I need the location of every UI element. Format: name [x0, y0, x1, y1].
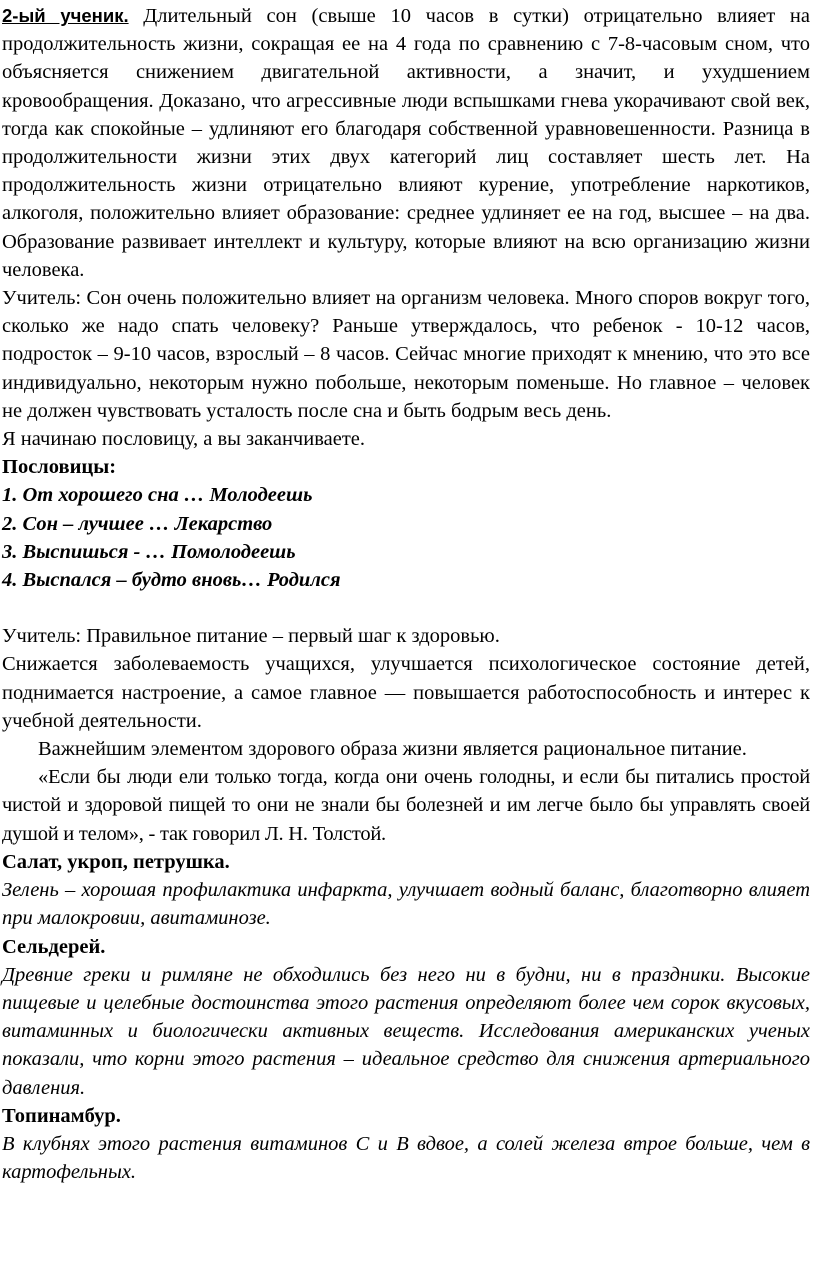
plant-description: В клубнях этого растения витаминов С и В вдвое, а солей железа втрое больше, чем в картофельных. [2, 1132, 810, 1184]
proverbs-heading: Пословицы: [2, 456, 117, 479]
proverb-item: 1. От хорошего сна … Молодеешь [2, 484, 313, 507]
proverb-item: 4. Выспался – будто вновь… Родился [2, 569, 341, 592]
tolstoy-quote: «Если бы люди ели только тогда, когда они очень голодны, и если бы питались простой чистой и здоровой пищей то они не знали бы болезней и им легче было бы управлять своей душой и телом», - так говорил Л. Н. Толстой. [2, 766, 810, 845]
plant-heading: Салат, укроп, петрушка. [2, 850, 230, 873]
plant-heading: Топинамбур. [2, 1104, 121, 1127]
proverb-item: 3. Выспишься - … Помолодеешь [2, 540, 296, 563]
student-label: 2-ый ученик. [2, 5, 129, 26]
proverb-item: 2. Сон – лучшее … Лекарство [2, 512, 273, 535]
blank-line [2, 594, 810, 622]
benefits-paragraph: Снижается заболеваемость учащихся, улучшается психологическое состояние детей, поднимается настроение, а самое главное — повышается работоспособность и интерес к учебной деятельности. [2, 653, 810, 732]
important-paragraph: Важнейшим элементом здорового образа жизни является рациональное питание. [38, 738, 747, 761]
teacher-nutrition: Учитель: Правильное питание – первый шаг к здоровью. [2, 625, 500, 648]
plant-heading: Сельдерей. [2, 935, 106, 958]
student-paragraph [2, 2, 810, 284]
teacher-sleep-paragraph: Учитель: Сон очень положительно влияет на организм человека. Много споров вокруг того, сколько же надо спать человеку? Раньше утверждалось, что ребенок - 10-12 часов, подросток – 9-10 часов, взрослый – 8 часов. Сейчас многие приходят к мнению, что это все индивидуально, некоторым нужно побольше, некоторым поменьше. Но главное – человек не должен чувствовать усталость после сна и быть бодрым весь день. [2, 287, 810, 422]
proverb-intro: Я начинаю пословицу, а вы заканчиваете. [2, 428, 366, 451]
student-text: Длительный сон (свыше 10 часов в сутки) отрицательно влияет на продолжительность жизни, сокращая ее на 4 года по сравнению с 7-8-часовым сном, что объясняется снижением двигательной активности, а значит, и ухудшением кровообращения. Доказано, что агрессивные люди вспышками гнева укорачивают свой век, тогда как спокойные – удлиняют его благодаря собственной уравновешенности. Разница в продолжительности жизни этих двух категорий лиц составляет шесть лет. На продолжительность жизни отрицательно влияют курение, употребление наркотиков, алкоголя, положительно влияет образование: среднее удлиняет ее на год, высшее – на два. Образование развивает интеллект и культуру, которые влияют на всю организацию жизни человека. [2, 5, 810, 281]
plant-description: Древние греки и римляне не обходились без него ни в будни, ни в праздники. Высокие пищевые и целебные достоинства этого растения определяют более чем сорок вкусовых, витаминных и биологически активных веществ. Исследования американских ученых показали, что корни этого растения – идеальное средство для снижения артериального давления. [2, 963, 810, 1099]
plant-description: Зелень – хорошая профилактика инфаркта, улучшает водный баланс, благотворно влияет при малокровии, авитаминозе. [2, 879, 810, 930]
